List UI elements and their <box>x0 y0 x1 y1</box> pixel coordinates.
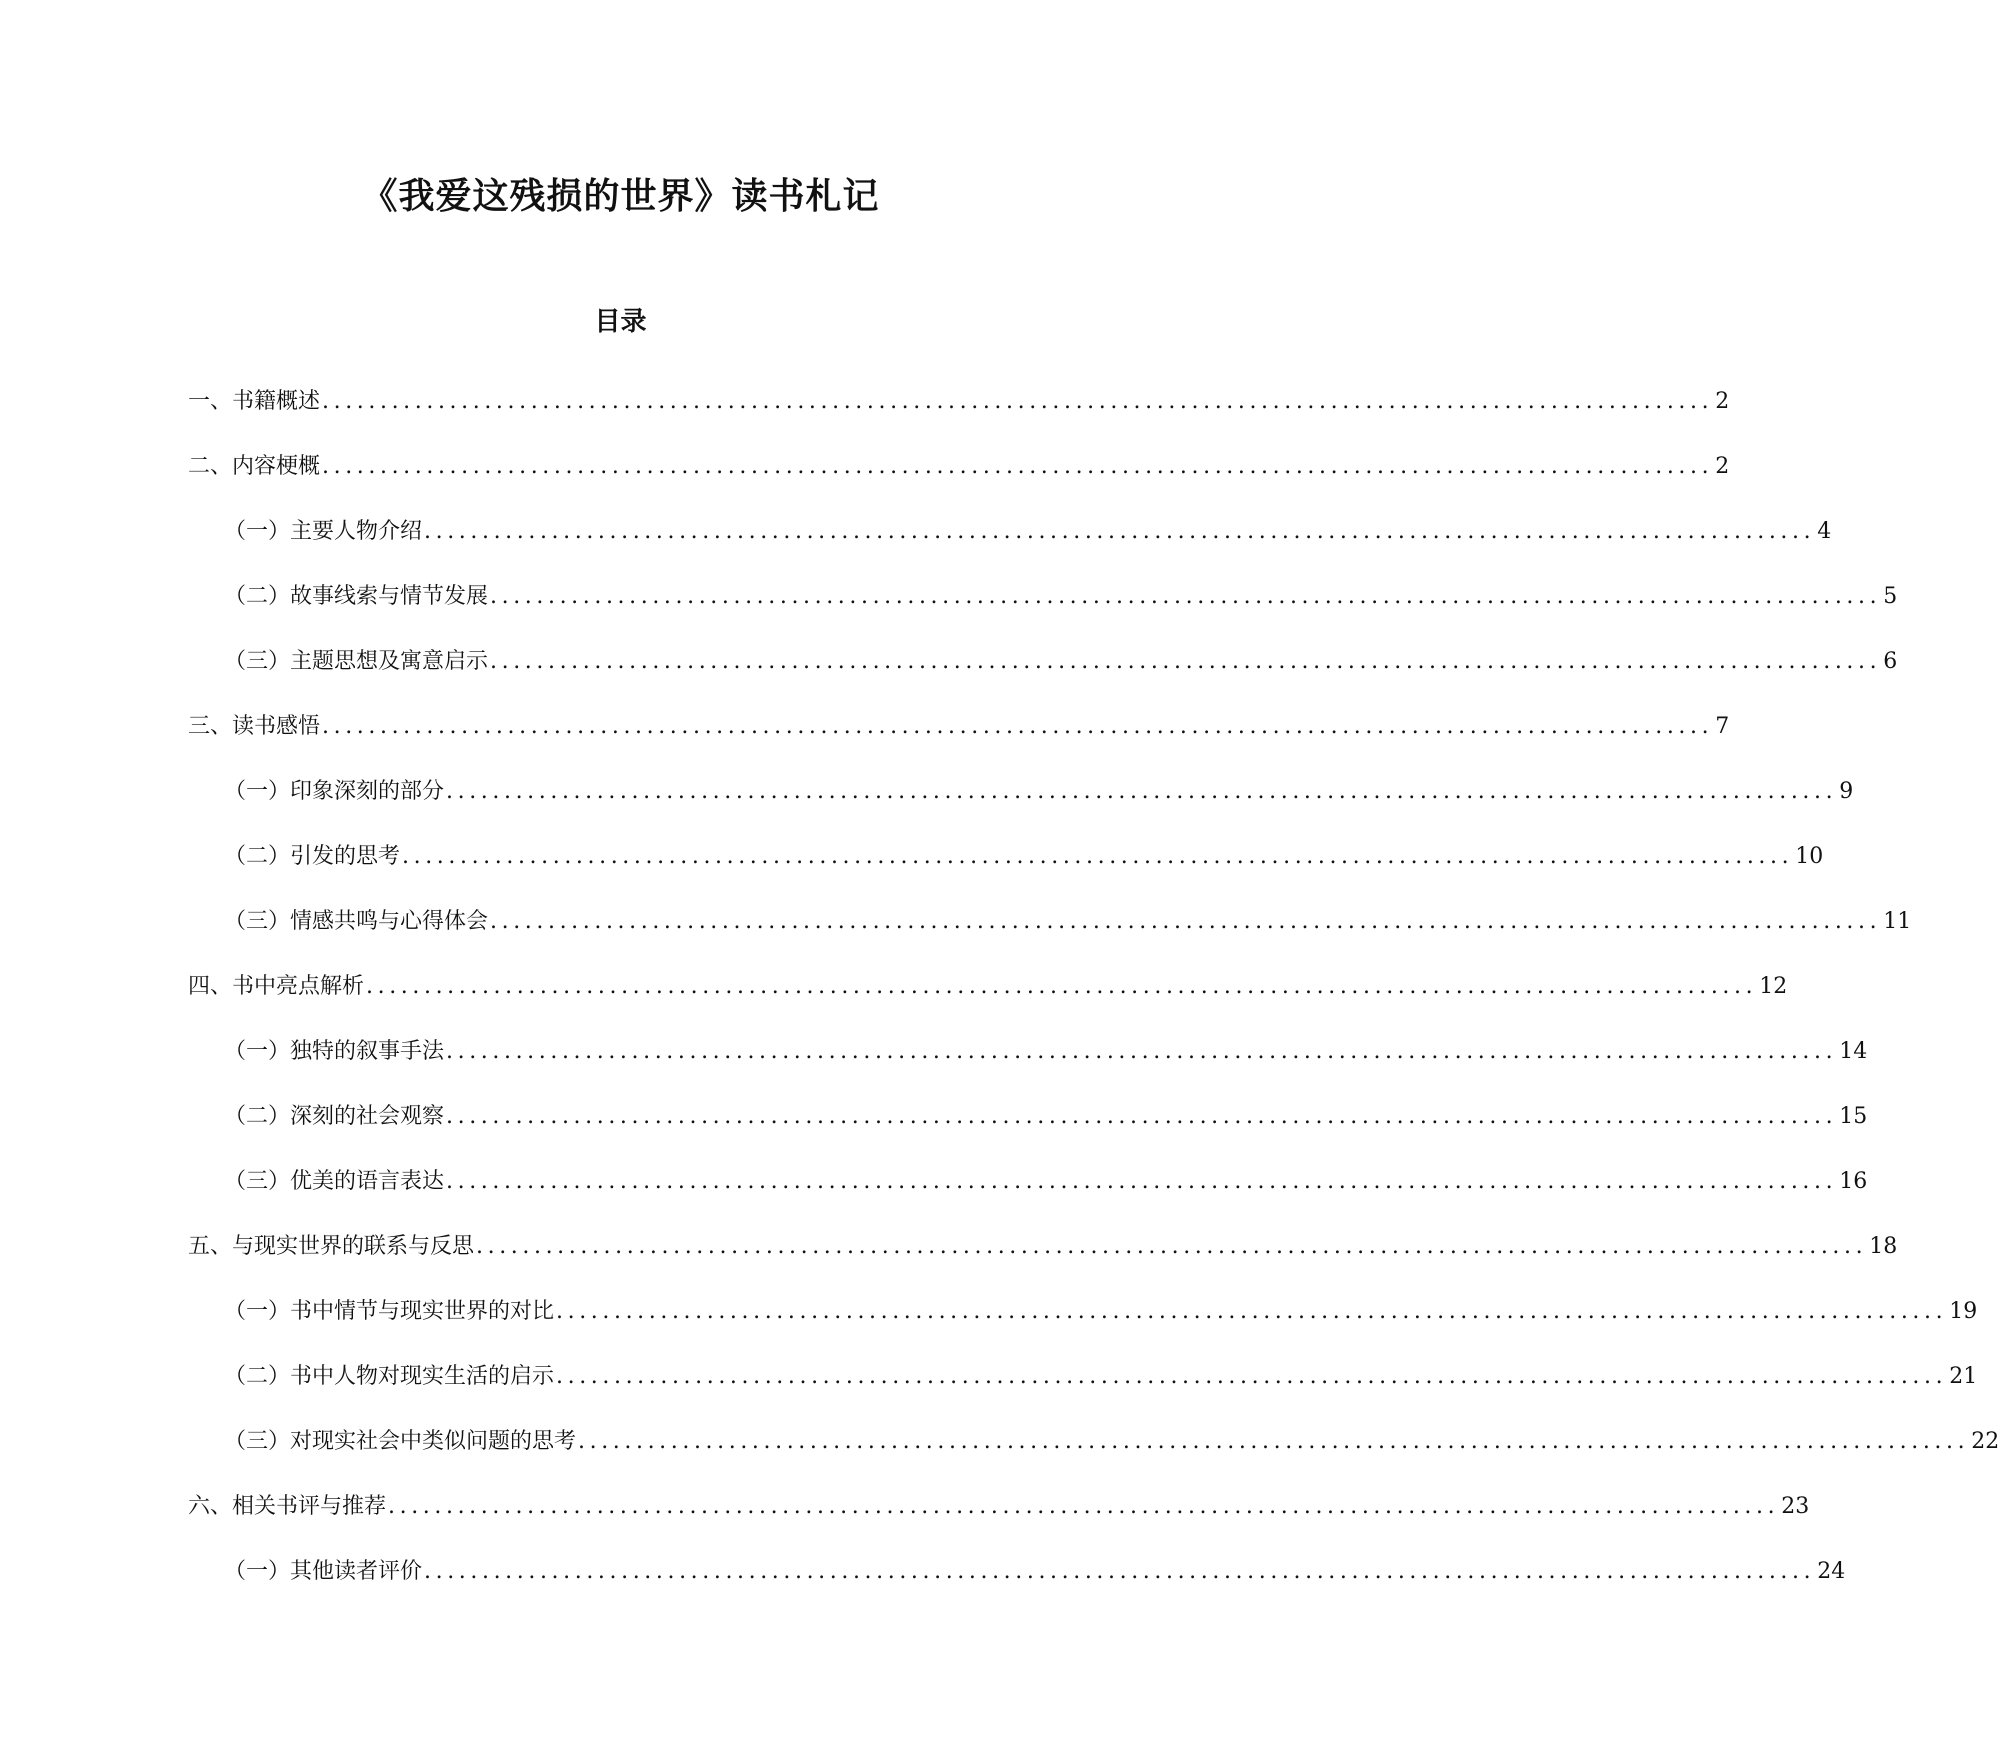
toc-page-number: 6 <box>1883 649 1898 674</box>
toc-dot-leader: ........................................................................................................................ <box>490 649 1882 674</box>
toc-entry-main-characters[interactable] <box>224 512 1832 552</box>
toc-page-number: 22 <box>1971 1429 1999 1454</box>
toc-page-number: 10 <box>1795 844 1824 869</box>
toc-dot-leader: ........................................................................................................................ <box>446 1169 1838 1194</box>
toc-dot-leader: ........................................................................................................................ <box>322 454 1714 479</box>
toc-entry-language[interactable] <box>224 1162 1868 1202</box>
toc-dot-leader: ........................................................................................................................ <box>446 1104 1838 1129</box>
toc-page-number: 18 <box>1869 1234 1898 1259</box>
toc-entry-reflections[interactable] <box>188 707 1730 747</box>
toc-dot-leader: ........................................................................................................................ <box>424 519 1816 544</box>
toc-dot-leader: ........................................................................................................................ <box>556 1299 1948 1324</box>
toc-dot-leader: ........................................................................................................................ <box>322 389 1714 414</box>
toc-dot-leader: ........................................................................................................................ <box>476 1234 1868 1259</box>
toc-entry-label: （一）书中情节与现实世界的对比 <box>224 1299 555 1324</box>
toc-dot-leader: ........................................................................................................................ <box>402 844 1794 869</box>
toc-entry-life-lessons[interactable] <box>224 1357 1978 1397</box>
toc-page-number: 24 <box>1817 1559 1846 1584</box>
document-title: 《我爱这残损的世界》读书札记 <box>361 175 880 218</box>
toc-entry-narrative-technique[interactable] <box>224 1032 1868 1072</box>
toc-dot-leader: ........................................................................................................................ <box>556 1364 1948 1389</box>
toc-page-number: 19 <box>1949 1299 1978 1324</box>
toc-page-number: 9 <box>1839 779 1854 804</box>
toc-dot-leader: ........................................................................................................................ <box>490 584 1882 609</box>
toc-entry-label: （一）独特的叙事手法 <box>224 1039 445 1064</box>
toc-entry-label: （一）其他读者评价 <box>224 1559 423 1584</box>
toc-entry-label: （一）主要人物介绍 <box>224 519 423 544</box>
toc-dot-leader: ........................................................................................................................ <box>388 1494 1780 1519</box>
toc-page-number: 12 <box>1759 974 1788 999</box>
toc-entry-emotional-resonance[interactable] <box>224 902 1912 942</box>
toc-entry-label: （二）故事线索与情节发展 <box>224 584 489 609</box>
toc-page-number: 4 <box>1817 519 1832 544</box>
toc-page-number: 11 <box>1883 909 1912 934</box>
toc-entry-label: （三）优美的语言表达 <box>224 1169 445 1194</box>
toc-page-number: 16 <box>1839 1169 1868 1194</box>
toc-entry-label: （三）情感共鸣与心得体会 <box>224 909 489 934</box>
toc-entry-label: 三、读书感悟 <box>188 714 321 739</box>
toc-entry-social-observation[interactable] <box>224 1097 1868 1137</box>
toc-entry-content-summary[interactable] <box>188 447 1730 487</box>
toc-entry-label: （二）书中人物对现实生活的启示 <box>224 1364 555 1389</box>
toc-heading: 目录 <box>594 306 647 337</box>
toc-entry-label: 一、书籍概述 <box>188 389 321 414</box>
toc-page-number: 15 <box>1839 1104 1868 1129</box>
toc-page-number: 23 <box>1781 1494 1810 1519</box>
toc-dot-leader: ........................................................................................................................ <box>446 779 1838 804</box>
toc-entry-label: （一）印象深刻的部分 <box>224 779 445 804</box>
toc-entry-thoughts[interactable] <box>224 837 1824 877</box>
toc-entry-label: （二）深刻的社会观察 <box>224 1104 445 1129</box>
toc-dot-leader: ........................................................................................................................ <box>446 1039 1838 1064</box>
toc-page-number: 2 <box>1715 389 1730 414</box>
toc-page-number: 5 <box>1883 584 1898 609</box>
toc-entry-social-issues[interactable] <box>224 1422 1999 1462</box>
toc-entry-comparison[interactable] <box>224 1292 1978 1332</box>
toc-entry-reader-reviews[interactable] <box>224 1552 1846 1592</box>
toc-dot-leader: ........................................................................................................................ <box>578 1429 1970 1454</box>
toc-entry-label: 二、内容梗概 <box>188 454 321 479</box>
toc-entry-memorable-parts[interactable] <box>224 772 1854 812</box>
toc-dot-leader: ........................................................................................................................ <box>322 714 1714 739</box>
toc-dot-leader: ........................................................................................................................ <box>424 1559 1816 1584</box>
toc-entry-label: （三）主题思想及寓意启示 <box>224 649 489 674</box>
toc-dot-leader: ........................................................................................................................ <box>490 909 1882 934</box>
toc-dot-leader: ........................................................................................................................ <box>366 974 1758 999</box>
toc-page-number: 7 <box>1715 714 1730 739</box>
toc-entry-reviews[interactable] <box>188 1487 1810 1527</box>
toc-entry-themes[interactable] <box>224 642 1898 682</box>
toc-entry-label: 五、与现实世界的联系与反思 <box>188 1234 475 1259</box>
toc-entry-label: 六、相关书评与推荐 <box>188 1494 387 1519</box>
toc-entry-label: 四、书中亮点解析 <box>188 974 365 999</box>
toc-entry-book-overview[interactable] <box>188 382 1730 422</box>
toc-entry-label: （二）引发的思考 <box>224 844 401 869</box>
toc-page-number: 2 <box>1715 454 1730 479</box>
toc-entry-highlights[interactable] <box>188 967 1788 1007</box>
toc-entry-label: （三）对现实社会中类似问题的思考 <box>224 1429 577 1454</box>
toc-entry-storyline[interactable] <box>224 577 1898 617</box>
toc-entry-real-world[interactable] <box>188 1227 1898 1267</box>
toc-page-number: 14 <box>1839 1039 1868 1064</box>
toc-page-number: 21 <box>1949 1364 1978 1389</box>
